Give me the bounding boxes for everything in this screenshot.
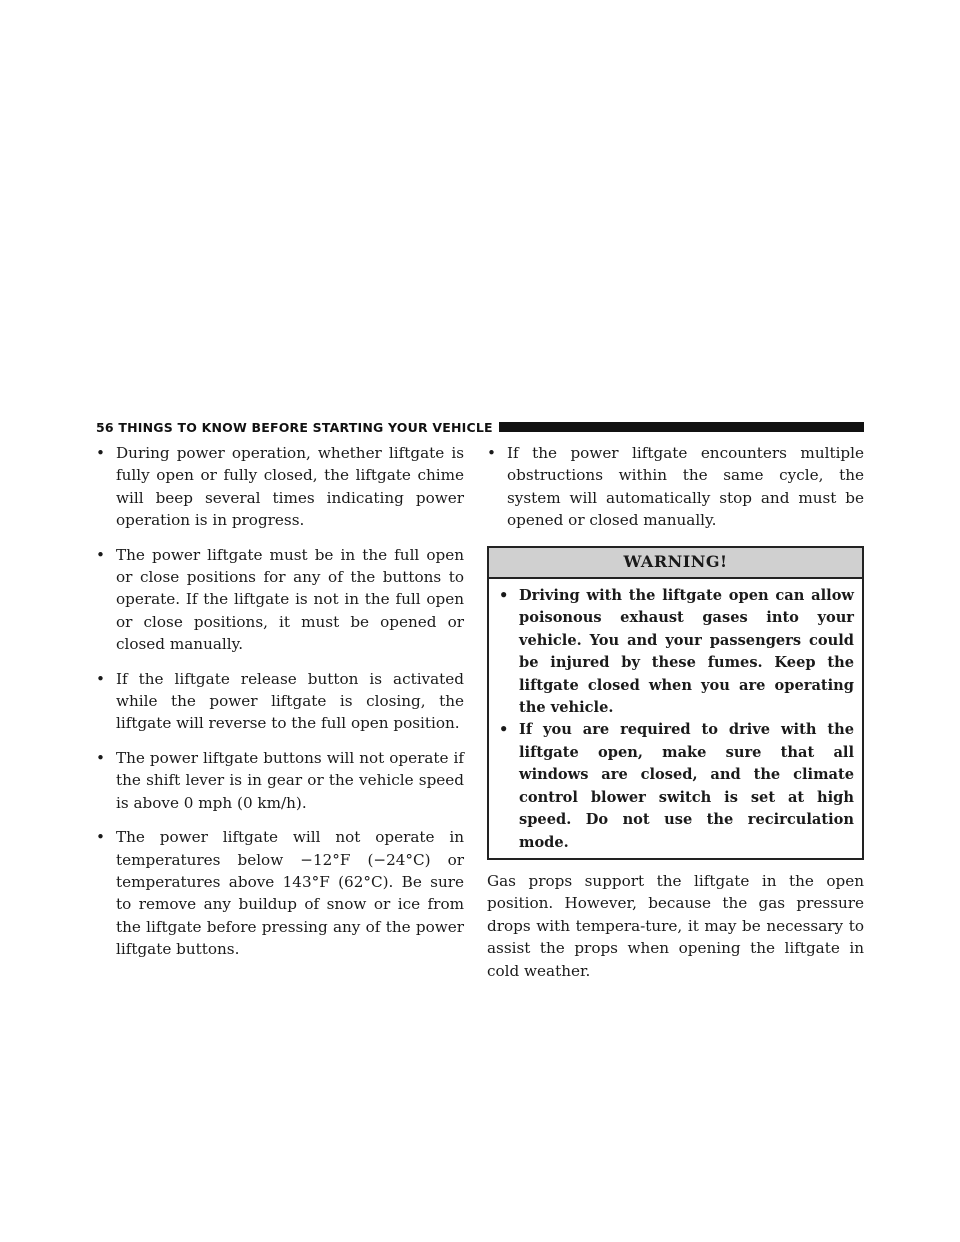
list-item <box>487 442 864 532</box>
left-column <box>96 442 464 973</box>
warning-title: WARNING! <box>489 548 862 579</box>
warning-item <box>499 719 854 853</box>
list-item <box>96 442 464 532</box>
list-item <box>96 544 464 656</box>
bullet-icon: • <box>96 545 105 564</box>
list-item-text: If the liftgate release button is activated while the power liftgate is closing, the liftgate will reverse to the full open position. <box>116 669 464 733</box>
bullet-icon: • <box>96 828 105 847</box>
right-column <box>487 442 864 982</box>
bullet-icon: • <box>96 748 105 767</box>
list-item-text: The power liftgate must be in the full open or close positions for any of the buttons to operate. If the liftgate is not in the full open or close positions, it must be opened or closed manually. <box>116 545 464 654</box>
bullet-icon: • <box>96 669 105 688</box>
list-item-text: The power liftgate buttons will not operate if the shift lever is in gear or the vehicle speed is above 0 mph (0 km/h). <box>116 748 464 812</box>
page-number: 56 <box>96 419 114 435</box>
body-paragraph: Gas props support the liftgate in the open position. However, because the gas pressure drops with tempera-ture, it may be necessary to assist the props when opening the liftgate in cold weather. <box>487 871 864 980</box>
list-item-text: The power liftgate will not operate in temperatures below −12°F (−24°C) or temperatures above 143°F (62°C). Be sure to remove any buildup of snow or ice from the liftgate before pressing any of the power liftgate buttons. <box>116 828 464 959</box>
list-item-text: During power operation, whether liftgate is fully open or fully closed, the liftgate chime will beep several times indicating power operation is in progress. <box>116 444 464 530</box>
header-rule <box>499 422 864 432</box>
warning-item <box>499 585 854 719</box>
list-item <box>96 826 464 960</box>
list-item-text: If the power liftgate encounters multiple obstructions within the same cycle, the system will automatically stop and must be opened or closed manually. <box>507 444 864 530</box>
bullet-icon: • <box>96 444 105 462</box>
bullet-icon: • <box>499 587 509 605</box>
list-item <box>96 747 464 814</box>
bullet-icon: • <box>499 721 509 739</box>
warning-box <box>487 546 864 860</box>
warning-item-text: If you are required to drive with the liftgate open, make sure that all windows are closed, and the climate control blower switch is set at high speed. Do not use the recirculation mode. <box>519 721 854 851</box>
section-title: THINGS TO KNOW BEFORE STARTING YOUR VEHICLE <box>118 419 493 435</box>
bullet-icon: • <box>487 444 496 462</box>
warning-body <box>489 579 862 858</box>
list-item <box>96 668 464 735</box>
page-header <box>96 418 864 436</box>
warning-item-text: Driving with the liftgate open can allow poisonous exhaust gases into your vehicle. You and your passengers could be injured by these fumes. Keep the liftgate closed when you are operating the vehicle. <box>519 587 854 717</box>
page-header-text <box>96 420 499 435</box>
